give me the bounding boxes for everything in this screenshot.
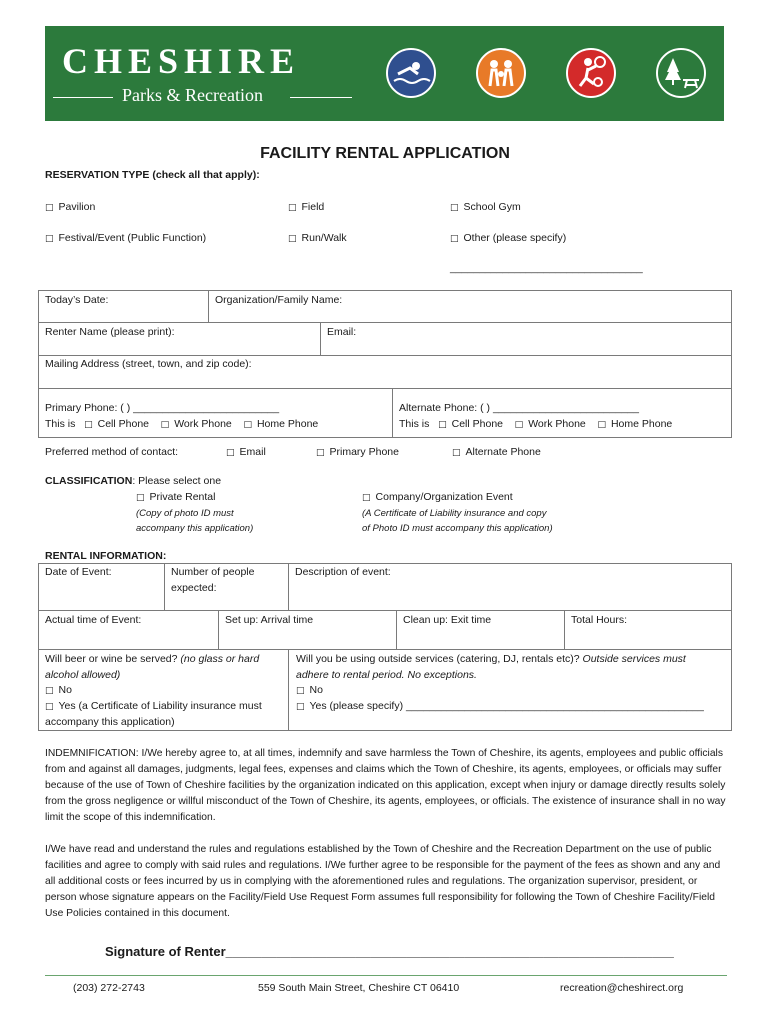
outside-note-1: Outside services must: [582, 653, 686, 665]
work-label: Work Phone: [174, 418, 232, 430]
rental-info-label: RENTAL INFORMATION:: [45, 550, 167, 562]
pref-primary-checkbox[interactable]: [316, 446, 399, 458]
reservation-type-label: RESERVATION TYPE (check all that apply):: [45, 169, 260, 181]
pref-email-checkbox[interactable]: [226, 446, 266, 458]
outside-services-question: [296, 653, 686, 665]
beer-question-text: Will beer or wine be served?: [45, 653, 181, 665]
checkbox-school-gym[interactable]: [450, 201, 521, 213]
cleanup-time-field[interactable]: Clean up: Exit time: [403, 614, 492, 626]
other-label: Other (please specify): [463, 232, 567, 244]
checkbox-icon: □: [243, 420, 252, 430]
row-date-org: [38, 290, 732, 323]
divider: [288, 649, 289, 731]
checkbox-icon: □: [288, 203, 297, 213]
row-event-time: [38, 610, 732, 650]
no-label: No: [309, 684, 323, 696]
beer-yes-checkbox[interactable]: [45, 700, 262, 712]
renter-name-field[interactable]: Renter Name (please print):: [45, 326, 175, 338]
setup-time-field[interactable]: Set up: Arrival time: [225, 614, 314, 626]
checkbox-icon: □: [450, 203, 459, 213]
pref-alt-checkbox[interactable]: [452, 446, 541, 458]
home-label: Home Phone: [610, 418, 673, 430]
checkbox-icon: □: [160, 420, 170, 430]
checkbox-icon: □: [296, 702, 305, 712]
indemnification-paragraph: INDEMNIFICATION: I/We hereby agree to, at all times, indemnify and save harmless the Town of Cheshire, its agents, employees and public officials from and against all damages, judgments, legal fees, expenses and claims which the Town of Cheshire, its agents, employees, or officials may suffer because of the use of Town of Cheshire facilities by the organization indicated on this application, except when injury or damage directly results solely from the gross negligence or willful misconduct of the Town of Cheshire, its agents, employees, or officials. The existence of insurance shall in no way limit the scope of this indemnification.: [45, 748, 726, 823]
pref-email-label: Email: [239, 446, 266, 458]
outside-note-2: adhere to rental period. No exceptions.: [296, 669, 477, 681]
yes-cert-label-2: accompany this application): [45, 716, 175, 728]
alt-work-checkbox[interactable]: [515, 418, 586, 430]
divider: [288, 563, 289, 611]
alternate-phone-field[interactable]: Alternate Phone: ( ) _________________________: [399, 402, 639, 414]
primary-home-checkbox[interactable]: [243, 418, 318, 430]
divider: [218, 610, 219, 650]
event-description-field[interactable]: Description of event:: [295, 566, 391, 578]
checkbox-icon: □: [450, 234, 459, 244]
other-specify-line[interactable]: _________________________________: [450, 262, 643, 274]
checkbox-icon: □: [45, 203, 54, 213]
athlete-icon: [566, 48, 616, 98]
school-gym-label: School Gym: [463, 201, 521, 213]
checkbox-icon: □: [597, 420, 606, 430]
pref-alt-label: Alternate Phone: [465, 446, 541, 458]
divider: [396, 610, 397, 650]
checkbox-icon: □: [45, 234, 54, 244]
no-label: No: [58, 684, 72, 696]
subtitle-rule-left: [53, 97, 113, 98]
people-expected-field-2: expected:: [171, 582, 217, 594]
picnic-icon: [656, 48, 706, 98]
people-expected-field[interactable]: Number of people: [171, 566, 255, 578]
pref-primary-label: Primary Phone: [329, 446, 399, 458]
company-note-2: of Photo ID must accompany this application): [362, 523, 553, 534]
alt-home-checkbox[interactable]: [597, 418, 672, 430]
agreement-paragraph: I/We have read and understand the rules and regulations established by the Town of Cheshire and the Recreation Department on the use of public facilities and agree to comply with said rules and regulations. I/We further agree to be responsible for the payment of the fees as shown and any and all additional costs or fees incurred by us in complying with the aforementioned rules and regulations. The organization supervisor, president, or person whose signature appears on the Facility/Field Use Request Form assumes full responsibility for following the Town of Cheshire Facility/Field Use Policies contained in this document.: [45, 844, 721, 919]
footer-rule: [45, 975, 727, 976]
outside-question-text: Will you be using outside services (catering, DJ, rentals etc)?: [296, 653, 583, 665]
checkbox-icon: □: [316, 448, 325, 458]
subtitle-rule-right: [290, 97, 352, 98]
checkbox-festival-event[interactable]: [45, 232, 206, 244]
company-event-checkbox[interactable]: [362, 491, 513, 503]
beer-wine-question: [45, 653, 259, 665]
email-field[interactable]: Email:: [327, 326, 357, 338]
footer-address: 559 South Main Street, Cheshire CT 06410: [258, 982, 460, 994]
private-rental-checkbox[interactable]: [136, 491, 215, 503]
checkbox-icon: □: [452, 448, 461, 458]
checkbox-icon: □: [438, 420, 447, 430]
event-date-field[interactable]: Date of Event:: [45, 566, 112, 578]
classification-instruction: : Please select one: [132, 475, 222, 487]
checkbox-icon: □: [288, 234, 297, 244]
checkbox-icon: □: [362, 493, 371, 503]
alt-cell-checkbox[interactable]: [438, 418, 503, 430]
rental-info-text: RENTAL INFORMATION: [45, 550, 163, 562]
checkbox-field[interactable]: [288, 201, 324, 213]
divider: [164, 563, 165, 611]
checkbox-icon: □: [136, 493, 145, 503]
family-icon: [476, 48, 526, 98]
beer-note-1: (no glass or hard: [180, 653, 260, 665]
festival-event-label: Festival/Event (Public Function): [58, 232, 207, 244]
footer-phone: (203) 272-2743: [73, 982, 145, 994]
checkbox-icon: □: [84, 420, 93, 430]
divider: [392, 388, 393, 438]
alternate-phone-type: [399, 418, 672, 430]
work-label: Work Phone: [528, 418, 586, 430]
company-note-1: (A Certificate of Liability insurance and copy: [362, 508, 547, 519]
outside-yes-checkbox[interactable]: [296, 700, 704, 712]
total-hours-field[interactable]: Total Hours:: [571, 614, 628, 626]
cell-label: Cell Phone: [97, 418, 149, 430]
primary-phone-field[interactable]: Primary Phone: ( ) _________________________: [45, 402, 280, 414]
checkbox-pavilion[interactable]: [45, 201, 95, 213]
primary-work-checkbox[interactable]: [161, 418, 232, 430]
checkbox-icon: □: [514, 420, 524, 430]
swimmer-icon: [386, 48, 436, 98]
private-note-1: (Copy of photo ID must: [136, 508, 234, 519]
primary-cell-checkbox[interactable]: [84, 418, 149, 430]
pavilion-label: Pavilion: [58, 201, 96, 213]
this-is-label: This is: [45, 418, 76, 430]
private-rental-label: Private Rental: [149, 491, 216, 503]
brand-subtitle: Parks & Recreation: [122, 85, 263, 105]
page-title: FACILITY RENTAL APPLICATION: [260, 145, 510, 162]
divider: [208, 290, 209, 323]
organization-name-field[interactable]: Organization/Family Name:: [215, 294, 343, 306]
checkbox-other[interactable]: [450, 232, 566, 244]
brand-name: CHESHIRE: [62, 41, 301, 81]
divider: [320, 322, 321, 356]
divider: [564, 610, 565, 650]
checkbox-run-walk[interactable]: [288, 232, 347, 244]
run-walk-label: Run/Walk: [301, 232, 347, 244]
field-label: Field: [301, 201, 325, 213]
classification-label: CLASSIFICATION: [45, 475, 133, 487]
this-is-label: This is: [399, 418, 430, 430]
checkbox-icon: □: [45, 686, 54, 696]
classification-heading: [45, 475, 221, 487]
checkbox-icon: □: [296, 686, 305, 696]
company-event-label: Company/Organization Event: [375, 491, 513, 503]
signature-line[interactable]: Signature of Renter______________________________________________________________: [105, 944, 674, 959]
preferred-contact-label: Preferred method of contact:: [45, 446, 179, 458]
beer-no-checkbox[interactable]: [45, 684, 72, 696]
todays-date-field[interactable]: Today’s Date:: [45, 294, 109, 306]
private-note-2: accompany this application): [136, 523, 254, 534]
yes-cert-label: Yes (a Certificate of Liability insurance must: [58, 700, 262, 712]
beer-note-2: alcohol allowed): [45, 669, 121, 681]
primary-phone-type: [45, 418, 318, 430]
cell-label: Cell Phone: [451, 418, 503, 430]
home-label: Home Phone: [256, 418, 319, 430]
yes-specify-label: Yes (please specify) ___________________________________________________: [309, 700, 704, 712]
mailing-address-field[interactable]: Mailing Address (street, town, and zip code):: [45, 358, 252, 370]
actual-time-field[interactable]: Actual time of Event:: [45, 614, 142, 626]
footer-email[interactable]: recreation@cheshirect.org: [560, 982, 684, 994]
checkbox-icon: □: [226, 448, 235, 458]
outside-no-checkbox[interactable]: [296, 684, 323, 696]
checkbox-icon: □: [45, 702, 54, 712]
